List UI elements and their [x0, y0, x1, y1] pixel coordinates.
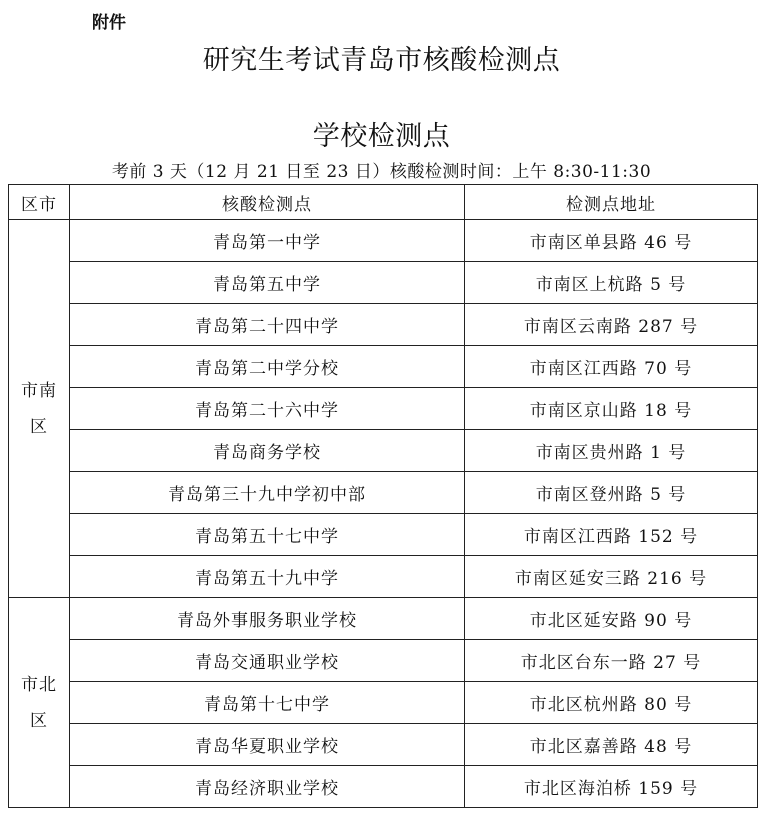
site-name-cell: 青岛经济职业学校 [70, 766, 465, 808]
table-row [9, 682, 758, 724]
table-row [9, 346, 758, 388]
site-address-cell: 市南区单县路 46 号 [465, 220, 758, 262]
site-address-cell: 市南区云南路 287 号 [465, 304, 758, 346]
table-row [9, 724, 758, 766]
site-address-cell: 市北区嘉善路 48 号 [465, 724, 758, 766]
district-name-part: 市南 [21, 380, 57, 401]
table-row [9, 262, 758, 304]
table-row [9, 514, 758, 556]
table-row [9, 388, 758, 430]
table-row [9, 766, 758, 808]
testing-time-note: 考前 3 天（12 月 21 日至 23 日）核酸检测时间：上午 8:30-11:30 [111, 162, 652, 182]
document-title: 研究生考试青岛市核酸检测点 [202, 45, 561, 76]
site-address-cell: 市南区江西路 70 号 [465, 346, 758, 388]
district-cell [9, 220, 70, 598]
header-address: 检测点地址 [465, 185, 758, 220]
district-name-part: 区 [30, 416, 48, 437]
site-name-cell: 青岛第一中学 [70, 220, 465, 262]
site-address-cell: 市北区杭州路 80 号 [465, 682, 758, 724]
header-site: 核酸检测点 [70, 185, 465, 220]
table-row [9, 556, 758, 598]
site-name-cell: 青岛第五中学 [70, 262, 465, 304]
table-row [9, 598, 758, 640]
site-address-cell: 市北区台东一路 27 号 [465, 640, 758, 682]
site-address-cell: 市南区上杭路 5 号 [465, 262, 758, 304]
attachment-label: 附件 [92, 13, 126, 33]
site-name-cell: 青岛第三十九中学初中部 [70, 472, 465, 514]
header-district: 区市 [9, 185, 70, 220]
district-name-part: 区 [30, 710, 48, 731]
table-row [9, 304, 758, 346]
site-address-cell: 市南区贵州路 1 号 [465, 430, 758, 472]
testing-sites-table [8, 184, 758, 808]
table-row [9, 472, 758, 514]
table-row [9, 430, 758, 472]
table-row [9, 220, 758, 262]
district-cell [9, 598, 70, 808]
site-name-cell: 青岛第五十七中学 [70, 514, 465, 556]
table-row [9, 640, 758, 682]
site-name-cell: 青岛第五十九中学 [70, 556, 465, 598]
site-name-cell: 青岛第二十四中学 [70, 304, 465, 346]
site-name-cell: 青岛商务学校 [70, 430, 465, 472]
document-subtitle: 学校检测点 [312, 121, 451, 152]
site-name-cell: 青岛交通职业学校 [70, 640, 465, 682]
site-address-cell: 市南区江西路 152 号 [465, 514, 758, 556]
table-body [9, 220, 758, 808]
site-name-cell: 青岛第十七中学 [70, 682, 465, 724]
site-name-cell: 青岛第二中学分校 [70, 346, 465, 388]
site-address-cell: 市南区京山路 18 号 [465, 388, 758, 430]
site-address-cell: 市北区延安路 90 号 [465, 598, 758, 640]
site-name-cell: 青岛第二十六中学 [70, 388, 465, 430]
district-name-part: 市北 [21, 674, 57, 695]
site-address-cell: 市北区海泊桥 159 号 [465, 766, 758, 808]
site-name-cell: 青岛外事服务职业学校 [70, 598, 465, 640]
table-header-row [9, 185, 758, 220]
site-address-cell: 市南区登州路 5 号 [465, 472, 758, 514]
site-name-cell: 青岛华夏职业学校 [70, 724, 465, 766]
site-address-cell: 市南区延安三路 216 号 [465, 556, 758, 598]
